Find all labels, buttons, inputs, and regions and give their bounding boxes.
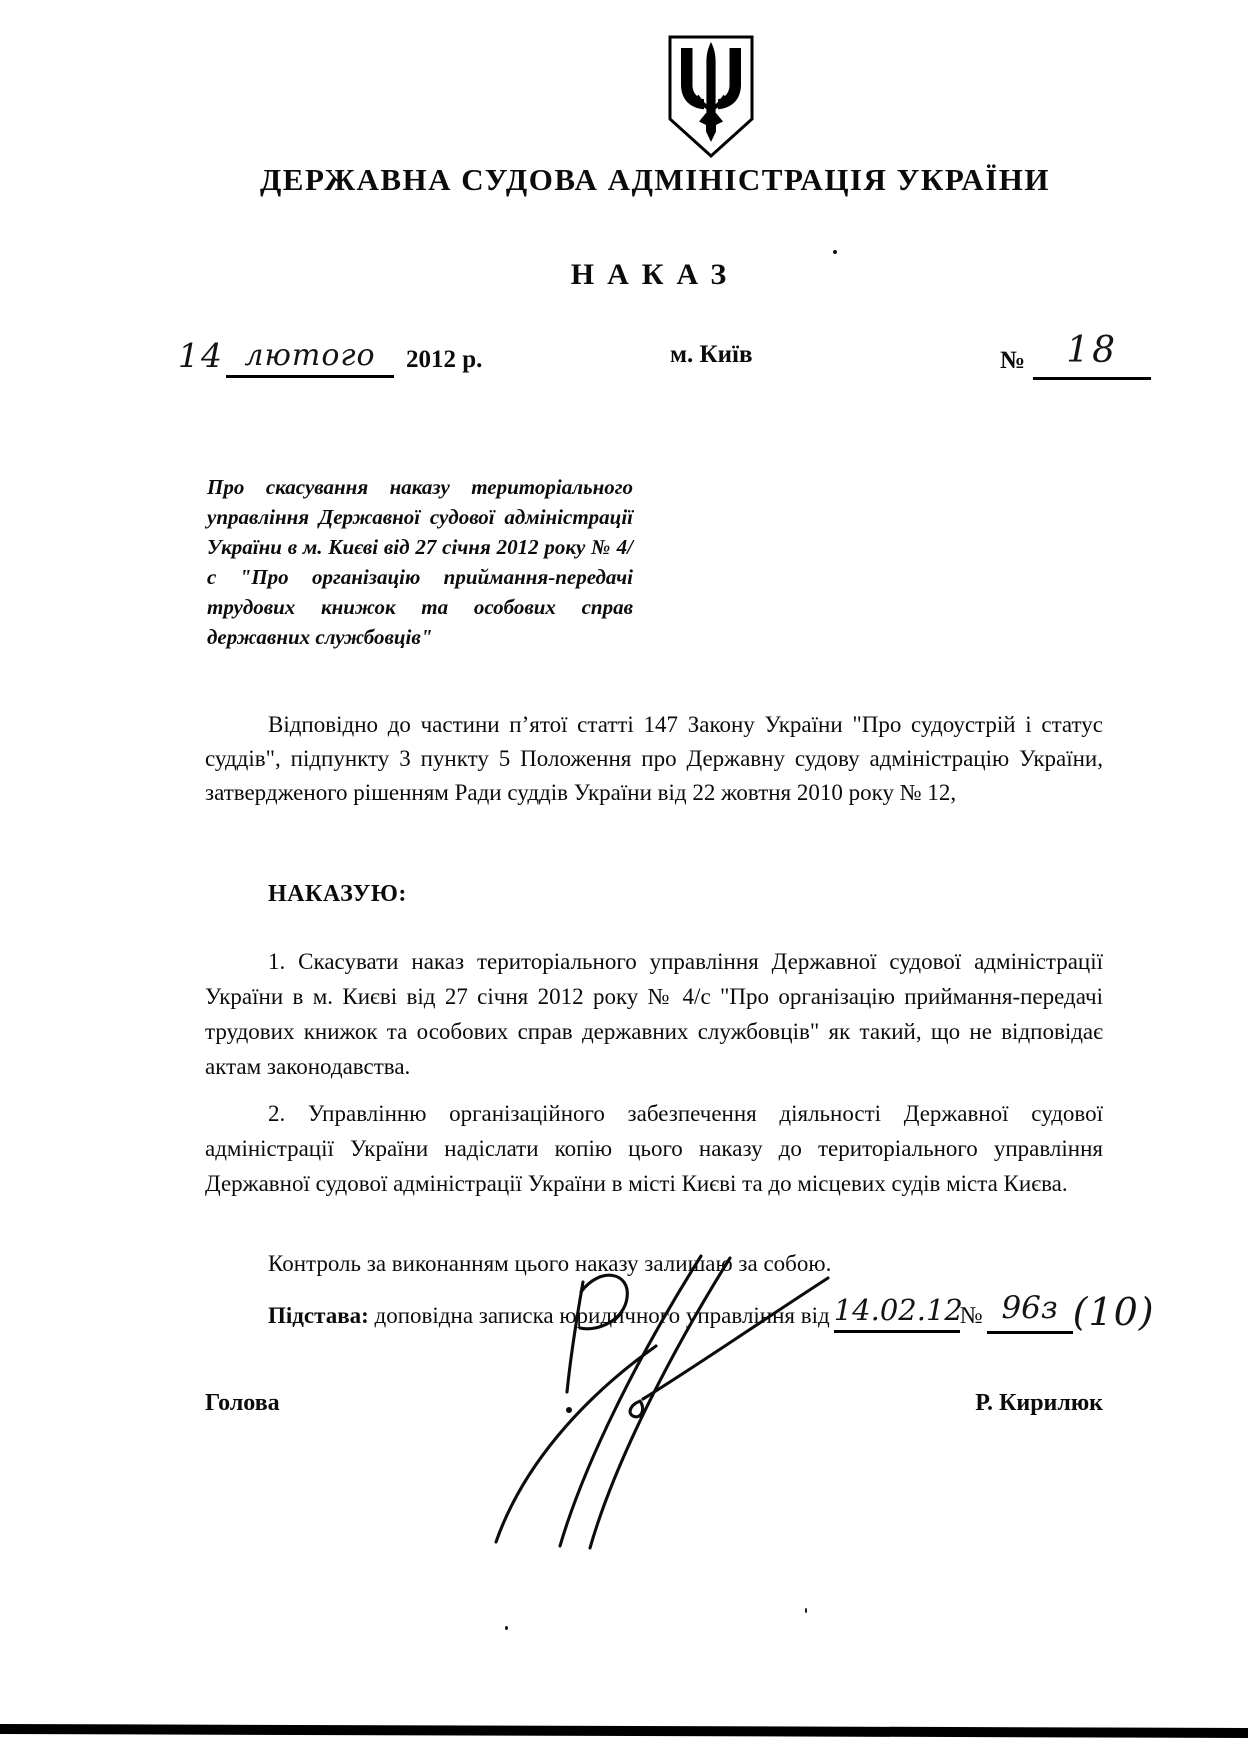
number-sign: № xyxy=(1000,347,1026,374)
control-line: Контроль за виконанням цього наказу залишаю за собою. xyxy=(268,1251,832,1276)
scan-speck xyxy=(505,1626,508,1630)
order-number-field xyxy=(1000,330,1151,380)
handwritten-basis-date: 14.02.12 xyxy=(833,1293,963,1327)
handwritten-month: лютого xyxy=(244,338,376,373)
signature-row xyxy=(205,1390,1103,1417)
number-underline xyxy=(1033,330,1151,380)
order-heading: НАКАЗУЮ: xyxy=(268,881,407,907)
basis-date-underline xyxy=(833,1293,963,1333)
scan-speck xyxy=(805,1608,807,1613)
basis-text: доповідна записка юридичного управління від xyxy=(374,1303,830,1328)
order-item-1: 1. Скасувати наказ територіального управління Державної судової адміністрації України в м. Києві від 27 січня 2012 року № 4/с "Про організацію приймання-передачі трудових книжок та особових справ державних службовців" як такий, що не відповідає актам законодавства. xyxy=(205,949,1103,1079)
printed-year: 2012 р. xyxy=(406,346,483,373)
date-field xyxy=(178,336,482,378)
basis-number-sign: № xyxy=(959,1303,983,1329)
handwritten-basis-number: 96з xyxy=(1001,1290,1058,1326)
signer-position: Голова xyxy=(205,1390,280,1416)
order-item-2: 2. Управлінню організаційного забезпечення діяльності Державної судової адміністрації України надіслати копію цього наказу до територіального управління Державної судової адміністрації України в місті Києві та до місцевих судів міста Києва. xyxy=(205,1101,1103,1196)
date-underline xyxy=(226,340,394,378)
scan-edge-line xyxy=(0,1724,1248,1738)
organization-name: ДЕРЖАВНА СУДОВА АДМІНІСТРАЦІЯ УКРАЇНИ xyxy=(259,162,1051,197)
preamble-paragraph: Відповідно до частини п’ятої статті 147 Закону України "Про судоустрій і статус суддів", підпункту 3 пункту 5 Положення про Державну судову адміністрацію України, затвердженого рішенням Ради суддів України від 22 жовтня 2010 року № 12, xyxy=(205,712,1103,805)
handwritten-basis-suffix: (10) xyxy=(1072,1290,1155,1334)
ukraine-trident-icon xyxy=(664,33,758,160)
scan-speck xyxy=(833,250,837,254)
handwritten-order-number: 18 xyxy=(1066,330,1119,371)
basis-label: Підстава: xyxy=(268,1303,369,1328)
document-type-title: НАКАЗ xyxy=(570,258,740,291)
basis-number-underline xyxy=(987,1290,1073,1334)
signer-name: Р. Кирилюк xyxy=(975,1390,1103,1416)
order-subject: Про скасування наказу територіального управління Державної судової адміністрації України в м. Києві від 27 січня 2012 року № 4/с "Про організацію приймання-передачі трудових книжок та особових справ державних службовців" xyxy=(207,475,633,649)
city-label: м. Київ xyxy=(670,341,753,368)
handwritten-day: 14 xyxy=(178,336,224,375)
